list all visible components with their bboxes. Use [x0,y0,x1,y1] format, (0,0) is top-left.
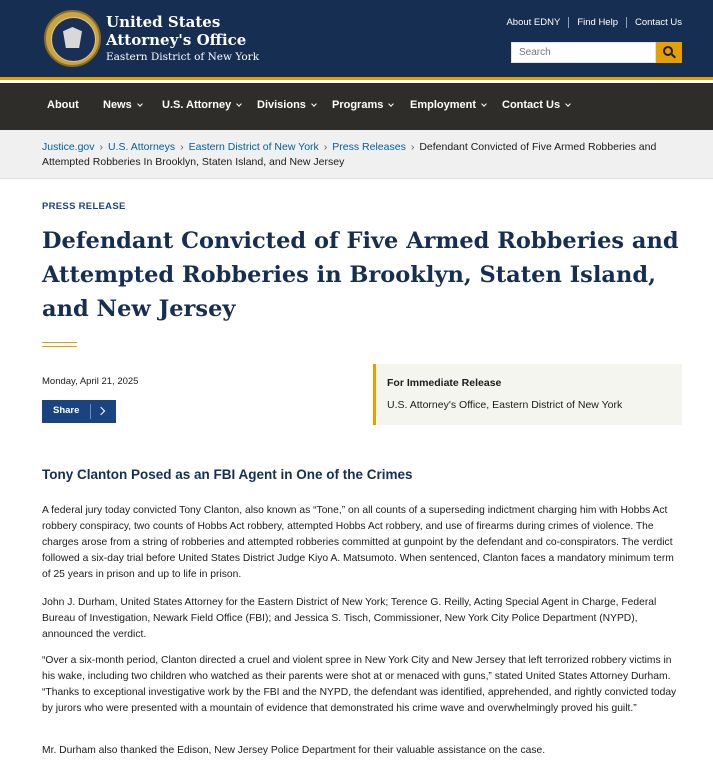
utility-link-find-help[interactable]: Find Help [577,17,618,28]
breadcrumb-separator: › [180,141,184,153]
release-info-box [373,364,682,425]
breadcrumb-link-press-releases[interactable]: Press Releases [332,141,406,153]
breadcrumb-current: Defendant Convicted of Five Armed Robberies and Attempted Robberies In Brooklyn, Staten Island, and New Jersey [42,141,657,168]
share-divider [90,404,91,419]
share-button[interactable] [42,400,116,423]
breadcrumb-bar [0,130,713,179]
site-header [0,0,713,80]
article-paragraph: A federal jury today convicted Tony Clanton, also known as “Tone,” on all counts of a superseding indictment charging him with Hobbs Act robbery conspiracy, two counts of Hobbs Act robbery, attempted Hobbs Act robbery, and use of firearms during crimes of violence. The charges arose from a string of robberies and attempted robberies committed at gunpoint by the defendant and co-conspirators. The verdict followed a six-day trial before United States District Judge Kiyo A. Matsumoto. When sentenced, Clanton faces a mandatory minimum term of 25 years in prison and up to life in prison. [42,505,674,580]
title-divider [42,342,77,347]
chevron-down-icon [481,101,487,107]
breadcrumb [42,140,682,170]
nav-item-label: Contact Us [502,99,561,111]
search-input[interactable]: Search [511,42,656,63]
breadcrumb-link-justice-gov[interactable]: Justice.gov [42,141,95,153]
utility-nav [498,17,682,28]
chevron-right-icon [97,407,105,415]
breadcrumb-separator: › [99,141,104,153]
nav-item-label: News [103,99,132,111]
nav-item-label: U.S. Attorney [162,99,232,111]
nav-item-about[interactable] [47,83,79,130]
district-name[interactable]: Eastern District of New York [106,51,260,63]
page-title: Defendant Convicted of Five Armed Robberies and Attempted Robberies in Brooklyn, Staten Island, and New Jersey [42,228,679,322]
nav-item-label: About [47,99,79,111]
nav-item-employment[interactable] [410,83,486,130]
doj-seal-logo[interactable] [44,10,101,67]
nav-item-label: Programs [332,99,384,111]
article-paragraph: John J. Durham, United States Attorney for the Eastern District of New York; Terence G. Reilly, Acting Special Agent in Charge, Federal Bureau of Investigation, Newark Field Office (FBI); and Jessica S. Tisch, Commissioner, New York City Police Department (NYPD), announced the verdict. [42,597,657,640]
publish-date: Monday, April 21, 2025 [42,376,139,387]
agency-name-line1[interactable]: United States [106,13,221,31]
release-info-heading: For Immediate Release [387,377,502,389]
nav-item-us-attorney[interactable] [162,83,241,130]
nav-item-label: Employment [410,99,477,111]
chevron-down-icon [389,101,395,107]
article-type-label: PRESS RELEASE [42,201,126,212]
nav-item-label: Divisions [257,99,306,111]
article-paragraph: “Over a six-month period, Clanton directed a cruel and violent spree in New York City and New Jersey that left terrorized robbery victims in his wake, including two children who watched as their parents were shot at or menaced with guns,” stated United States Attorney Durham. “Thanks to exceptional investigative work by the FBI and the NYPD, the defendant was identified, apprehended, and rightly convicted today by jurors who were presented with a mountain of evidence that demonstrated his crime wave and overwhelmingly proved his guilt.” [42,655,677,714]
nav-item-contact-us[interactable] [502,83,570,130]
search-button[interactable] [656,42,682,63]
nav-item-news[interactable] [103,83,142,130]
chevron-down-icon [311,101,317,107]
utility-link-contact-us[interactable]: Contact Us [635,17,682,28]
nav-item-divisions[interactable] [257,83,316,130]
release-info-office: U.S. Attorney's Office, Eastern District of New York [387,399,623,411]
breadcrumb-separator: › [410,141,415,153]
nav-item-programs[interactable] [332,83,393,130]
chevron-down-icon [565,101,571,107]
article-subheading: Tony Clanton Posed as an FBI Agent in One of the Crimes [42,467,413,482]
main-nav [0,83,713,130]
search-icon-handle [671,54,676,59]
breadcrumb-link-edny[interactable]: Eastern District of New York [188,141,319,153]
agency-name-line2[interactable]: Attorney's Office [106,31,247,49]
chevron-down-icon [137,101,143,107]
breadcrumb-link-us-attorneys[interactable]: U.S. Attorneys [108,141,176,153]
share-button-label: Share [53,405,80,416]
article-paragraph: Mr. Durham also thanked the Edison, New Jersey Police Department for their valuable assistance on the case. [42,745,546,756]
breadcrumb-separator: › [323,141,328,153]
chevron-down-icon [236,101,242,107]
utility-link-about-edny[interactable]: About EDNY [506,17,561,28]
